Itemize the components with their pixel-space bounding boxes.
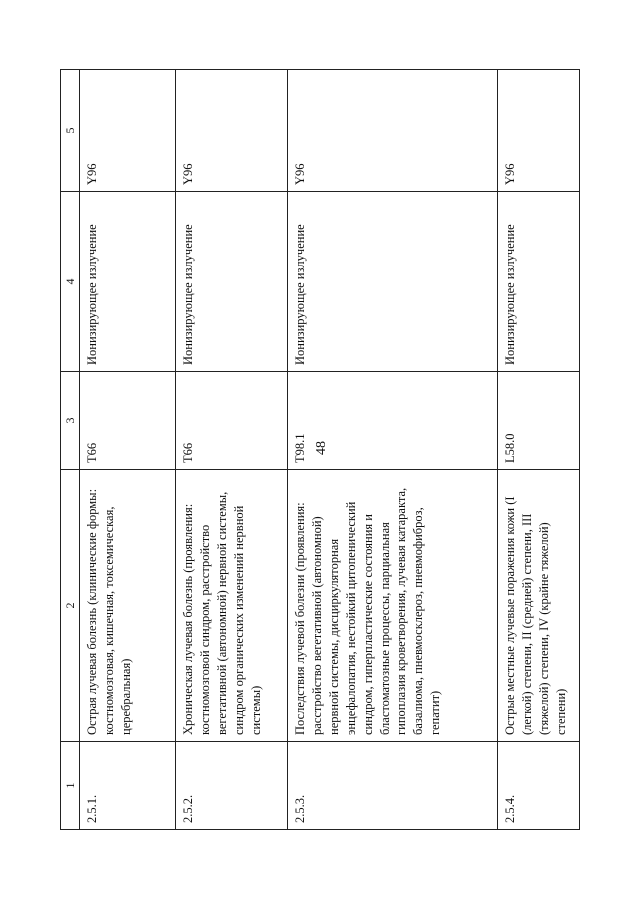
header-col-3: 3	[61, 372, 80, 470]
page-number: 48	[314, 441, 329, 455]
header-col-5: 5	[61, 70, 80, 192]
row-code: 2.5.4.	[498, 742, 580, 830]
table-row	[498, 70, 580, 830]
row-code: 2.5.1.	[80, 742, 176, 830]
table-row	[80, 70, 176, 830]
row-icd-code: T66	[176, 372, 288, 470]
header-col-1: 1	[61, 742, 80, 830]
rotated-table-area	[60, 70, 580, 830]
row-description: Последствия лучевой болезни (проявления: расстройство вегетативной (автономной) нервной системы, дисциркуляторная энцефалопатия, нестойкий цитопенический синдром, гиперпластические состояния и бластоматозные процессы, парциальная гипоплазия кроветворения, лучевая катаракта, базалиома, пневмосклероз, пневмофиброз, гепатит)	[288, 470, 498, 742]
row-external-cause: Y96	[80, 70, 176, 192]
row-icd-code: L58.0	[498, 372, 580, 470]
row-description: Хроническая лучевая болезнь (проявления: костномозговой синдром, расстройство вегетативной (автономной) нервной системы, синдром органических изменений нервной системы)	[176, 470, 288, 742]
table-row	[288, 70, 498, 830]
header-col-2: 2	[61, 470, 80, 742]
row-external-cause: Y96	[288, 70, 498, 192]
row-factor: Ионизирующее излучение	[80, 192, 176, 372]
header-col-4: 4	[61, 192, 80, 372]
row-description: Острые местные лучевые поражения кожи (I (легкой) степени, II (средней) степени, III (тяжелой) степени, IV (крайне тяжелой) степени)	[498, 470, 580, 742]
row-factor: Ионизирующее излучение	[498, 192, 580, 372]
row-factor: Ионизирующее излучение	[288, 192, 498, 372]
row-code: 2.5.3.	[288, 742, 498, 830]
row-external-cause: Y96	[176, 70, 288, 192]
table-row	[176, 70, 288, 830]
row-external-cause: Y96	[498, 70, 580, 192]
row-factor: Ионизирующее излучение	[176, 192, 288, 372]
header-row	[61, 70, 80, 830]
row-description: Острая лучевая болезнь (клинические формы: костномозговая, кишечная, токсемическая, церебральная)	[80, 470, 176, 742]
disease-table	[60, 70, 580, 830]
row-icd-code: T98.1	[288, 372, 498, 470]
row-icd-code: T66	[80, 372, 176, 470]
row-code: 2.5.2.	[176, 742, 288, 830]
